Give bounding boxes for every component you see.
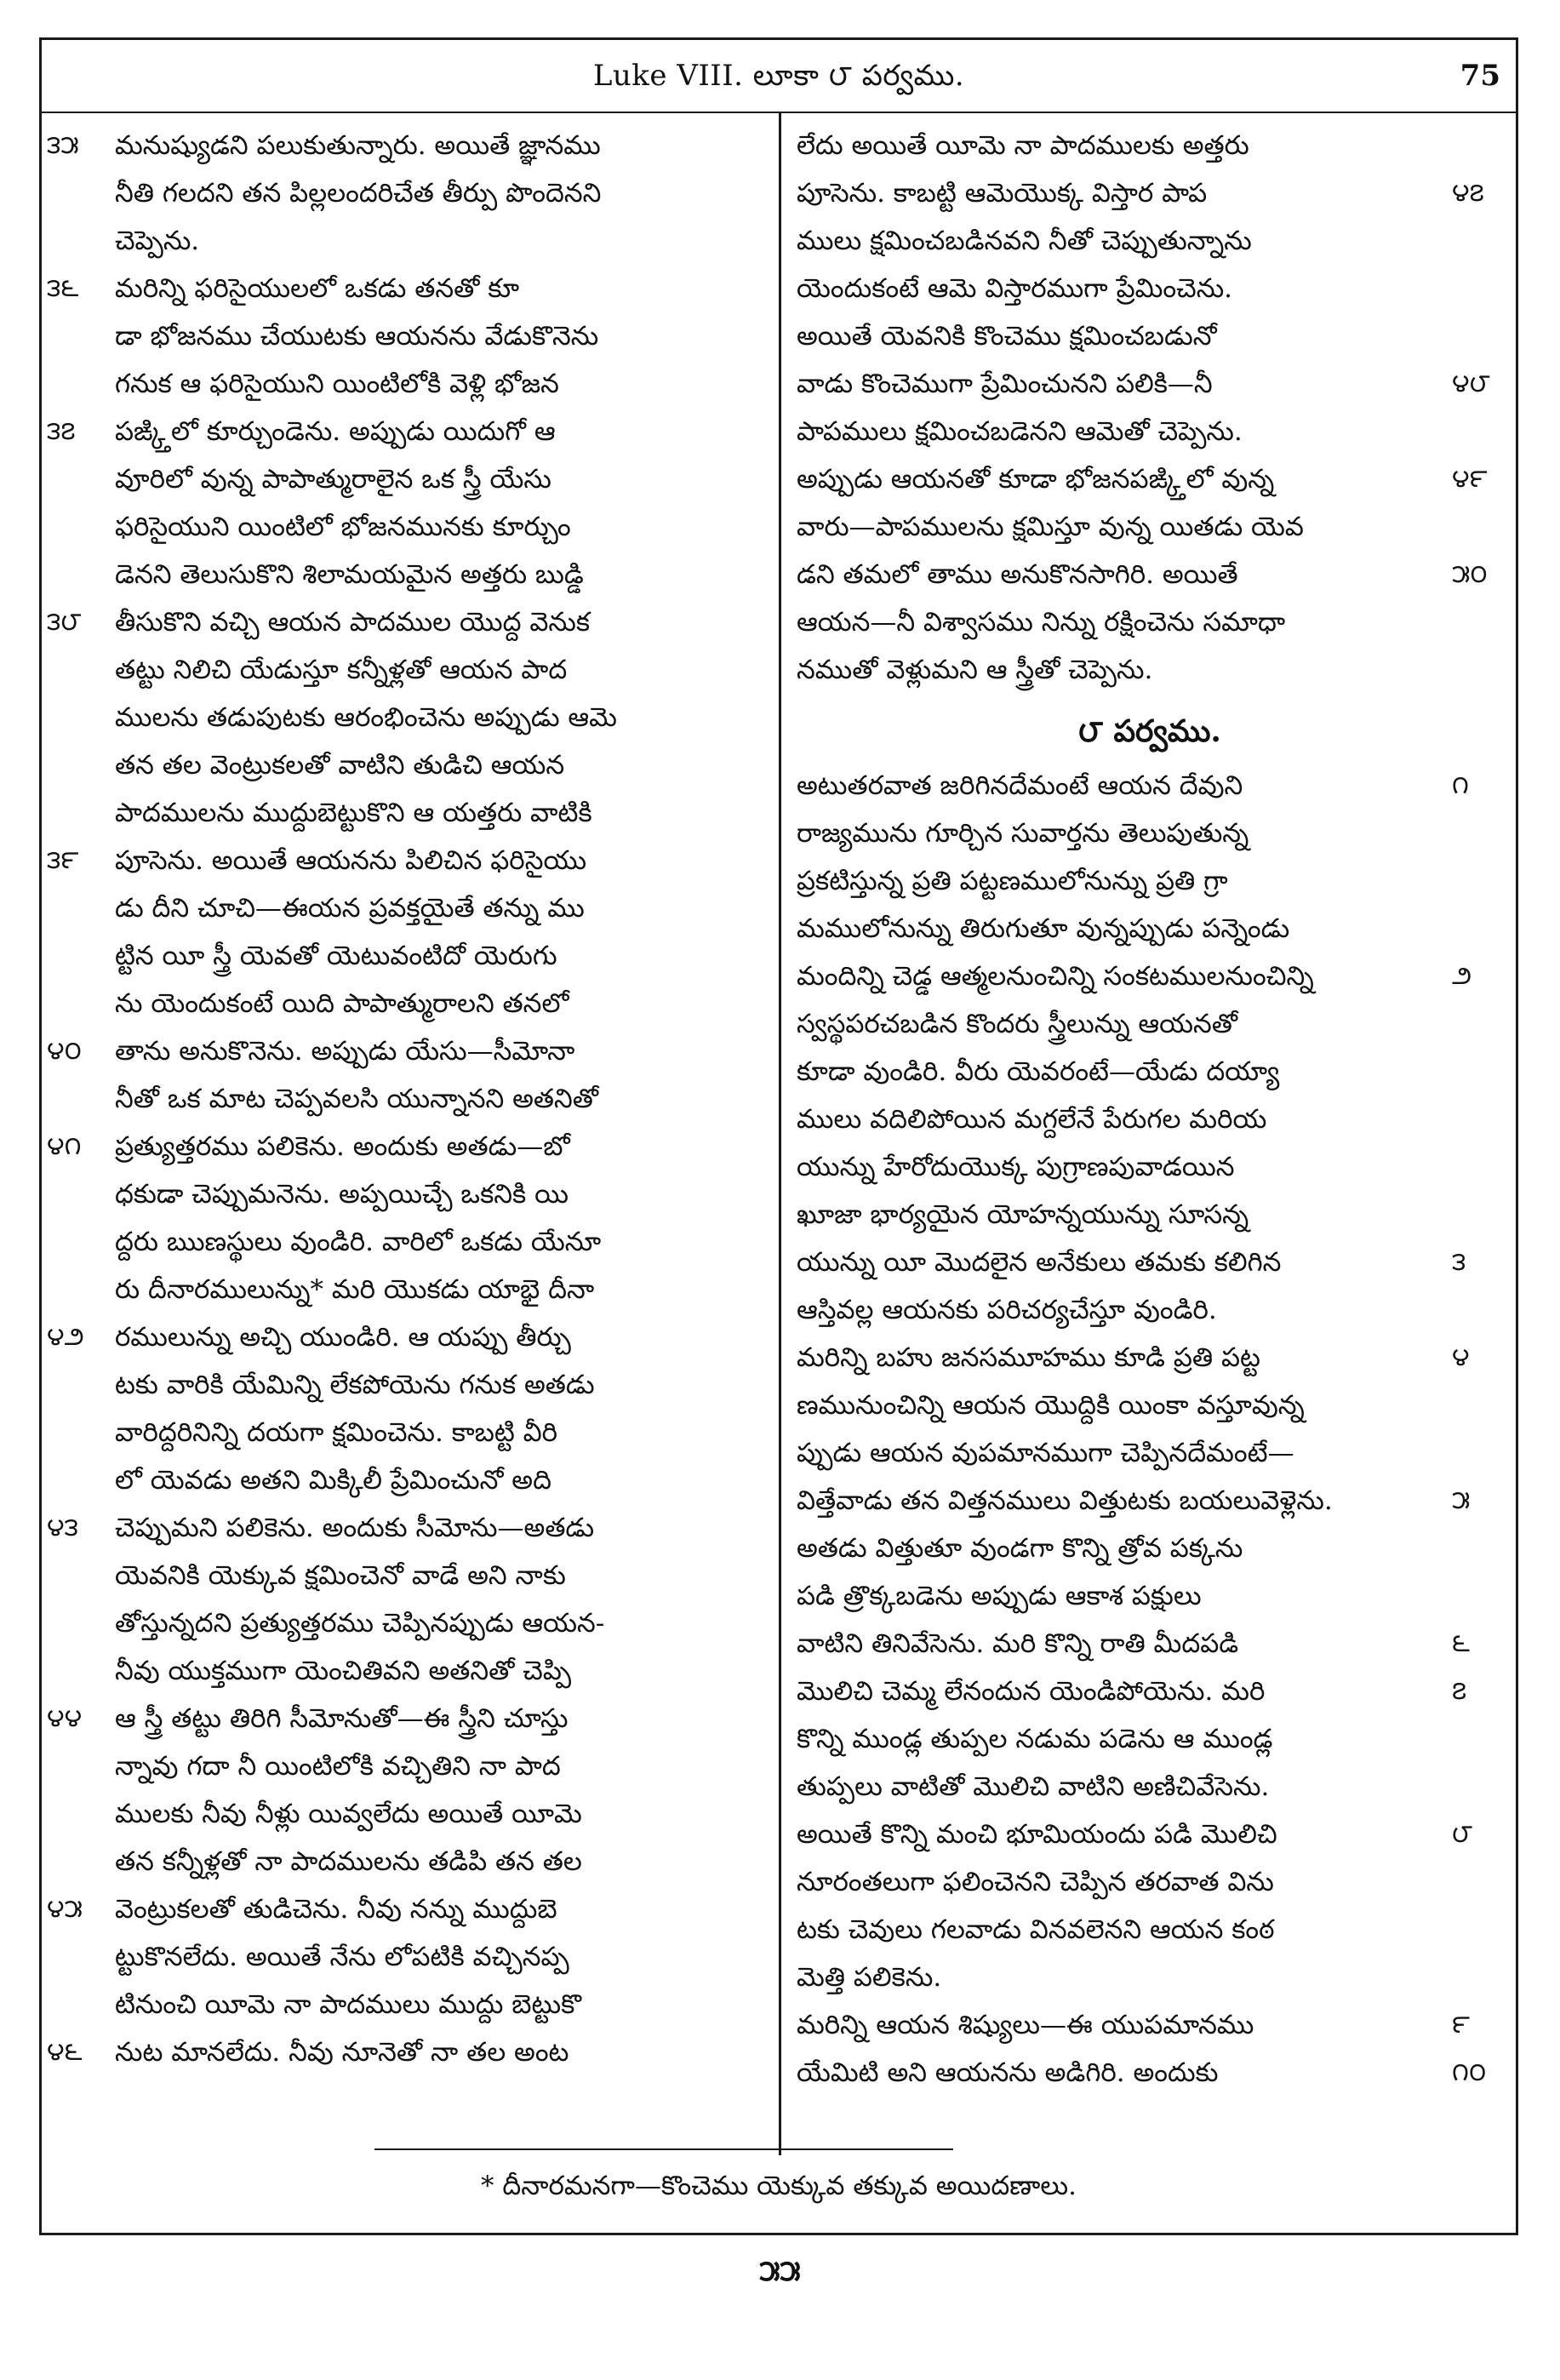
text-line: అటుతరవాత జరిగినదేమంటే ఆయన దేవుని	[797, 770, 1243, 801]
text-line: ఆ స్త్రీ తట్టు తిరిగి సీమోనుతో—ఈ స్త్రీని చూస్తు	[115, 1703, 569, 1734]
text-line: ట్టిన యీ స్త్రీ యెవతో యెటువంటిదో యెరుగు	[115, 941, 557, 971]
text-line: తాను అనుకొనెను. అప్పుడు యేసు—సీమోనా	[115, 1036, 575, 1067]
text-line: పూసెను. అయితే ఆయనను పిలిచిన ఫరిసైయు	[115, 845, 587, 876]
text-line: వారిద్దరినిన్ని దయగా క్షమించెను. కాబట్టి వీరి	[115, 1417, 558, 1448]
verse-number: ౪౭	[1452, 178, 1484, 208]
text-line: డని తమలో తాము అనుకొనసాగిరి. అయితే	[797, 559, 1238, 590]
text-line: పడి త్రొక్కబడెను అప్పుడు ఆకాశ పక్షులు	[797, 1581, 1202, 1611]
text-line: డెనని తెలుసుకొని శిలామయమైన అత్తరు బుడ్డి	[115, 559, 584, 590]
text-line: మములోనున్ను తిరుగుతూ వున్నప్పుడు పన్నెండు	[797, 913, 1290, 944]
text-line: అయితే కొన్ని మంచి భూమియందు పడి మొలిచి	[797, 1819, 1277, 1850]
text-line: న్నావు గదా నీ యింటిలోకి వచ్చితిని నా పాద	[115, 1751, 561, 1782]
text-line: తీసుకొని వచ్చి ఆయన పాదముల యొద్ద వెనుక	[115, 607, 591, 638]
text-line: టకు చెవులు గలవాడు వినవలెనని ఆయన కంఠ	[797, 1914, 1275, 1945]
text-line: నుట మానలేదు. నీవు నూనెతో నా తల అంట	[115, 2037, 569, 2068]
text-line: ఆయన—నీ విశ్వాసము నిన్ను రక్షించెను సమాధా	[797, 607, 1286, 638]
text-line: కొన్ని ముండ్ల తుప్పల నడుమ పడెను ఆ ముండ్ల	[797, 1724, 1273, 1754]
footnote-rule	[374, 2148, 953, 2150]
text-line: మరిన్ని ఆయన శిష్యులు—ఈ యుపమానము	[797, 2010, 1254, 2040]
text-line: నీవు యుక్తముగా యెంచితివని అతనితో చెప్పి	[115, 1656, 572, 1686]
text-line: స్వస్థపరచబడిన కొందరు స్త్రీలున్ను ఆయనతో	[797, 1009, 1238, 1039]
text-line: నీతో ఒక మాట చెప్పవలసి యున్నానని అతనితో	[115, 1084, 599, 1114]
text-line: మరిన్ని బహు జనసమూహము కూడి ప్రతి పట్ట	[797, 1342, 1260, 1373]
text-line: తన తల వెంట్రుకలతో వాటిని తుడిచి ఆయన	[115, 750, 565, 781]
text-line: వెంట్రుకలతో తుడిచెను. నీవు నన్ను ముద్దుబె	[115, 1894, 557, 1925]
text-line: రు దీనారములున్ను* మరి యొకడు యాభై దీనా	[115, 1274, 595, 1305]
verse-number: ౪	[1452, 1342, 1470, 1372]
page-header	[42, 40, 1516, 113]
text-line: ములకు నీవు నీళ్లు యివ్వలేదు అయితే యీమె	[115, 1799, 582, 1829]
text-line: తోస్తున్నదని ప్రత్యుత్తరము చెప్పినప్పుడు ఆయన-	[115, 1608, 605, 1639]
text-line: పూసెను. కాబట్టి ఆమెయొక్క విస్తార పాప	[797, 178, 1208, 209]
text-line: ములు వదిలిపోయిన మగ్దలేనే పేరుగల మరియ	[797, 1104, 1267, 1135]
text-line: ప్పుడు ఆయన వుపమానముగా చెప్పినదేమంటే—	[797, 1438, 1294, 1468]
text-line: యున్ను హేరోదుయొక్క పుగ్రాణపువాడయిన	[797, 1152, 1235, 1182]
verse-number: ౪౮	[1452, 369, 1490, 398]
text-line: నూరంతలుగా ఫలించెనని చెప్పిన తరవాత విను	[797, 1867, 1274, 1897]
verse-number: ౫౦	[1452, 559, 1488, 589]
text-line: డా భోజనము చేయుటకు ఆయనను వేడుకొనెను	[115, 321, 599, 352]
running-title: Luke VIII. లూకా ౮ పర్వము.	[592, 59, 965, 93]
text-line: ప్రకటిస్తున్న ప్రతి పట్టణములోనున్ను ప్రతి గ్రా	[797, 866, 1228, 896]
text-line: మరిన్ని ఫరిసైయులలో ఒకడు తనతో కూ	[115, 273, 520, 304]
text-line: తన కన్నీళ్లతో నా పాదములను తడిపి తన తల	[115, 1846, 582, 1877]
verse-number: ౩౫	[47, 130, 79, 160]
text-line: యేమిటి అని ఆయనను అడిగిరి. అందుకు	[797, 2057, 1219, 2088]
footnote-text: * దీనారమనగా—కొంచెము యెక్కువ తక్కువ అయిదణాలు.	[481, 2171, 1077, 2201]
verse-number: ౧౦	[1452, 2057, 1487, 2087]
page-number: 75	[1460, 59, 1500, 93]
text-line: వాటిని తినివేసెను. మరి కొన్ని రాతి మీదపడి	[797, 1628, 1239, 1659]
text-line: మెత్తి పలికెను.	[797, 1962, 942, 1993]
text-line: గనుక ఆ ఫరిసైయుని యింటిలోకి వెళ్లి భోజన	[115, 369, 559, 399]
text-line: టినుంచి యీమె నా పాదములు ముద్దు బెట్టుకొ	[115, 1989, 582, 2020]
text-line: లో యెవడు అతని మిక్కిలీ ప్రేమించునో అది	[115, 1465, 551, 1496]
text-line: టకు వారికి యేమిన్ని లేకపోయెను గనుక అతడు	[115, 1370, 595, 1400]
text-line: యున్ను యీ మొదలైన అనేకులు తమకు కలిగిన	[797, 1247, 1282, 1278]
signature-mark: ౫౫	[759, 2254, 801, 2288]
text-line: ఫరిసైయుని యింటిలో భోజనమునకు కూర్చుం	[115, 512, 571, 542]
text-line: అయితే యెవనికి కొంచెము క్షమించబడునో	[797, 321, 1217, 352]
text-line: ఖూజా భార్యయైన యోహన్నయున్ను సూసన్న	[797, 1199, 1249, 1230]
verse-number: ౪౩	[47, 1513, 78, 1542]
text-line: చెప్పెను.	[115, 226, 200, 256]
text-line: ణమునుంచిన్ని ఆయన యొద్దికి యింకా వస్తూవున్న	[797, 1390, 1305, 1421]
verse-number: ౬	[1452, 1628, 1470, 1658]
text-line: ద్దరు ఋణస్థులు వుండిరి. వారిలో ఒకడు యేనూ	[115, 1227, 602, 1257]
verse-number: ౮	[1452, 1819, 1473, 1849]
text-line: వారు—పాపములను క్షమిస్తూ వున్న యితడు యెవ	[797, 512, 1304, 542]
text-line: డు దీని చూచి—ఈయన ప్రవక్తయైతే తన్ను ము	[115, 893, 585, 924]
chapter-heading: ౮ పర్వము.	[1078, 713, 1221, 749]
page-frame	[39, 37, 1518, 2235]
text-line: లేదు అయితే యీమె నా పాదములకు అత్తరు	[797, 130, 1249, 161]
verse-number: ౩౬	[47, 273, 79, 303]
text-line: చెప్పుమని పలికెను. అందుకు సీమోను—అతడు	[115, 1513, 595, 1543]
verse-number: ౩	[1452, 1247, 1466, 1277]
text-line: యెవనికి యెక్కువ క్షమించెనో వాడే అని నాకు	[115, 1560, 566, 1591]
verse-number: ౩౯	[47, 845, 79, 875]
verse-number: ౨	[1452, 961, 1472, 991]
text-line: మొలిచి చెమ్మ లేనందున యెండిపోయెను. మరి	[797, 1676, 1266, 1707]
text-line: పాదములను ముద్దుబెట్టుకొని ఆ యత్తరు వాటికి	[115, 798, 592, 828]
verse-number: ౪౦	[47, 1036, 82, 1066]
text-line: వూరిలో వున్న పాపాత్మురాలైన ఒక స్త్రీ యేసు	[115, 464, 551, 495]
text-line: రాజ్యమును గూర్చిన సువార్తను తెలుపుతున్న	[797, 818, 1249, 849]
text-line: నముతో వెళ్లుమని ఆ స్త్రీతో చెప్పెను.	[797, 655, 1153, 685]
verse-number: ౪౪	[47, 1703, 83, 1733]
text-line: అతడు విత్తుతూ వుండగా కొన్ని త్రోవ పక్కను	[797, 1533, 1243, 1564]
text-line: ప్రత్యుత్తరము పలికెను. అందుకు అతడు—బో	[115, 1131, 570, 1162]
text-line: పఙ్క్తిలో కూర్చుండెను. అప్పుడు యిదుగో ఆ	[115, 416, 556, 447]
text-line: మందిన్ని చెడ్డ ఆత్మలనుంచిన్ని సంకటములనుంచిన్ని	[797, 961, 1314, 992]
verse-number: ౩౭	[47, 416, 76, 446]
text-line: ఆస్తివల్ల ఆయనకు పరిచర్యచేస్తూ వుండిరి.	[797, 1295, 1217, 1325]
verse-number: ౪౯	[1452, 464, 1488, 494]
text-line: అప్పుడు ఆయనతో కూడా భోజనపఙ్క్తిలో వున్న	[797, 464, 1275, 495]
text-line: నీతి గలదని తన పిల్లలందరిచేత తీర్పు పొందెనని	[115, 178, 602, 209]
verse-number: ౫	[1452, 1485, 1471, 1515]
text-line: వాడు కొంచెముగా ప్రేమించునని పలికి—నీ	[797, 369, 1213, 399]
text-line: ట్టుకొనలేదు. అయితే నేను లోపటికి వచ్చినప్ప	[115, 1942, 569, 1972]
verse-number: ౪౫	[47, 1894, 83, 1924]
text-line: ధకుడా చెప్పుమనెను. అప్పయిచ్చే ఒకనికి యి	[115, 1179, 569, 1210]
column-divider	[779, 113, 781, 2155]
text-line: తట్టు నిలిచి యేడుస్తూ కన్నీళ్లతో ఆయన పాద	[115, 655, 568, 685]
text-line: యెందుకంటే ఆమె విస్తారముగా ప్రేమించెను.	[797, 273, 1233, 304]
verse-number: ౯	[1452, 2010, 1470, 2040]
text-line: ములను తడుపుటకు ఆరంభించెను అప్పుడు ఆమె	[115, 702, 617, 733]
text-line: ను యెందుకంటే యిది పాపాత్మురాలని తనలో	[115, 988, 569, 1019]
text-line: మనుష్యుడని పలుకుతున్నారు. అయితే జ్ఞానము	[115, 130, 601, 161]
verse-number: ౧	[1452, 770, 1469, 800]
verse-number: ౩౮	[47, 607, 82, 637]
text-line: ములు క్షమించబడినవని నీతో చెప్పుతున్నాను	[797, 226, 1252, 256]
text-line: తుప్పలు వాటితో మొలిచి వాటిని అణిచివేసెను.	[797, 1771, 1270, 1802]
text-line: కూడా వుండిరి. వీరు యెవరంటే—యేడు దయ్యా	[797, 1056, 1280, 1087]
verse-number: ౪౧	[47, 1131, 82, 1161]
text-line: రములున్ను అచ్చి యుండిరి. ఆ యప్పు తీర్చు	[115, 1322, 571, 1353]
text-line: పాపములు క్షమించబడెనని ఆమెతో చెప్పెను.	[797, 416, 1243, 447]
text-line: విత్తేవాడు తన విత్తనములు విత్తుటకు బయలువెళ్లెను.	[797, 1485, 1333, 1516]
verse-number: ౪౨	[47, 1322, 84, 1352]
verse-number: ౪౬	[47, 2037, 83, 2067]
verse-number: ౭	[1452, 1676, 1467, 1706]
